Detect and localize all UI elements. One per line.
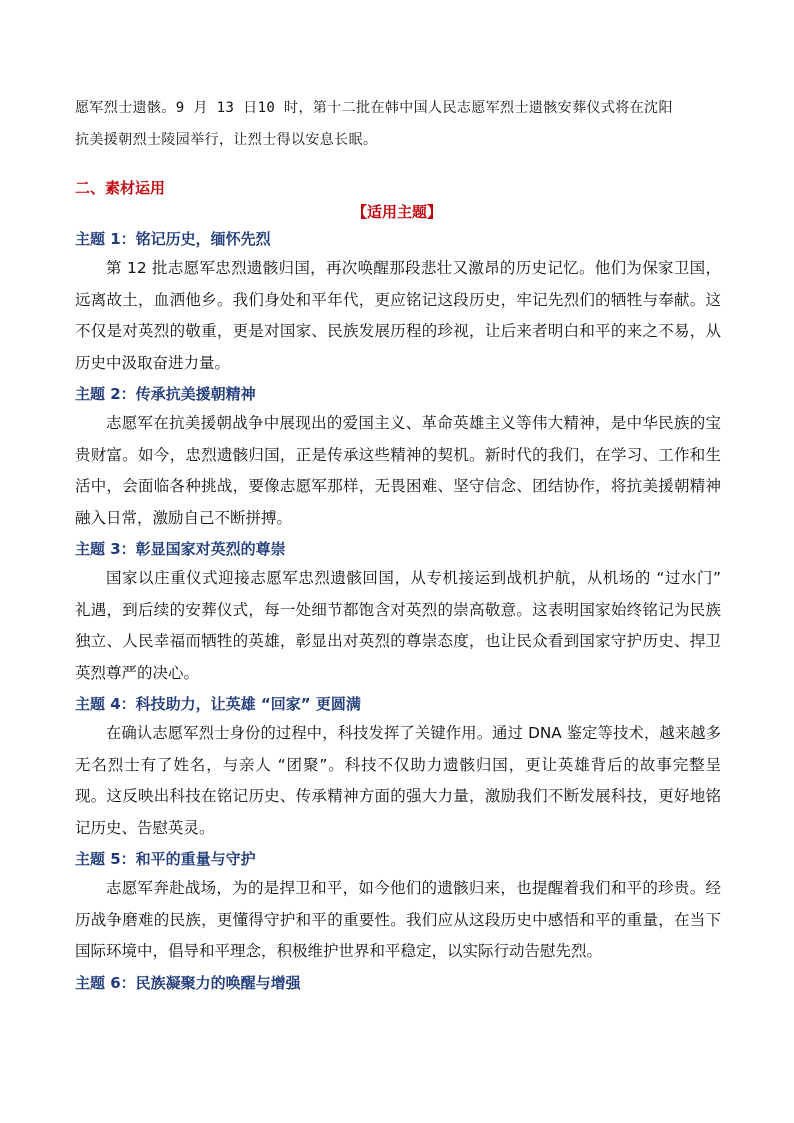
theme-5 xyxy=(75,848,721,968)
paragraph-line: 活中，会面临各种挑战，要像志愿军那样，无畏困难、坚守信念、团结协作，将抗美援朝精神 xyxy=(75,477,721,495)
theme-6 xyxy=(75,972,721,994)
paragraph-line: 独立、人民幸福而牺牲的英雄，彰显出对英烈的尊崇态度，也让民众看到国家守护历史、捍卫 xyxy=(75,632,721,650)
paragraph-line: 国际环境中，倡导和平理念，积极维护世界和平稳定，以实际行动告慰先烈。 xyxy=(75,942,603,960)
paragraph-line: 历战争磨难的民族，更懂得守护和平的重要性。我们应从这段历史中感悟和平的重量，在当下 xyxy=(75,910,721,929)
theme-title: 主题 5：和平的重量与守护 xyxy=(75,850,256,868)
section-subtitle: 【适用主题】 xyxy=(351,203,442,221)
theme-paragraph xyxy=(75,253,721,379)
paragraph-line: 现。这反映出科技在铭记历史、传承精神方面的强大力量，激励我们不断发展科技，更好地铭 xyxy=(75,787,721,805)
theme-title: 主题 6：民族凝聚力的唤醒与增强 xyxy=(75,973,301,992)
theme-paragraph xyxy=(75,718,721,844)
paragraph-line: 记历史、告慰英灵。 xyxy=(75,818,215,837)
paragraph-line: 在确认志愿军烈士身份的过程中，科技发挥了关键作用。通过 DNA 鉴定等技术，越来越多 xyxy=(106,724,721,742)
paragraph-line: 志愿军在抗美援朝战争中展现出的爱国主义、革命英雄主义等伟大精神，是中华民族的宝 xyxy=(106,414,721,432)
paragraph-line: 无名烈士有了姓名，与亲人 “团聚”。科技不仅助力遗骸归国，更让英雄背后的故事完整呈 xyxy=(75,755,721,774)
theme-2 xyxy=(75,383,721,534)
paragraph-line: 第 12 批志愿军忠烈遗骸归国，再次唤醒那段悲壮又激昂的历史记忆。他们为保家卫国， xyxy=(106,259,721,277)
paragraph-line: 英烈尊严的决心。 xyxy=(75,663,200,682)
paragraph-line: 国家以庄重仪式迎接志愿军忠烈遗骸回国，从专机接运到战机护航，从机场的 “过水门” xyxy=(106,569,721,587)
paragraph-line: 融入日常，激励自己不断拼搏。 xyxy=(75,508,293,527)
theme-paragraph xyxy=(75,408,721,534)
theme-1 xyxy=(75,228,721,379)
intro-paragraph xyxy=(75,92,720,156)
theme-paragraph xyxy=(75,873,721,968)
theme-title: 主题 3：彰显国家对英烈的尊崇 xyxy=(75,540,286,558)
theme-4 xyxy=(75,693,721,844)
intro-line: 抗美援朝烈士陵园举行，让烈士得以安息长眠。 xyxy=(75,132,378,148)
paragraph-line: 志愿军奔赴战场，为的是捍卫和平，如今他们的遗骸归来，也提醒着我们和平的珍贵。经 xyxy=(106,879,721,897)
theme-title: 主题 4：科技助力，让英雄 “回家” 更圆满 xyxy=(75,695,361,713)
paragraph-line: 不仅是对英烈的敬重，更是对国家、民族发展历程的珍视，让后来者明白和平的来之不易，从 xyxy=(75,322,721,340)
paragraph-line: 远离故土，血洒他乡。我们身处和平年代，更应铭记这段历史，牢记先烈们的牺牲与奉献。这 xyxy=(75,290,721,309)
paragraph-line: 贵财富。如今，忠烈遗骸归国，正是传承这些精神的契机。新时代的我们，在学习、工作和生 xyxy=(75,445,721,464)
theme-title: 主题 1：铭记历史，缅怀先烈 xyxy=(75,230,271,248)
section-title: 二、素材运用 xyxy=(75,179,166,197)
theme-3 xyxy=(75,538,721,689)
paragraph-line: 礼遇，到后续的安葬仪式，每一处细节都饱含对英烈的崇高敬意。这表明国家始终铭记为民族 xyxy=(75,600,721,619)
paragraph-line: 历史中汲取奋进力量。 xyxy=(75,353,231,372)
theme-title: 主题 2：传承抗美援朝精神 xyxy=(75,385,256,403)
intro-line: 愿军烈士遗骸。9 月 13 日10 时，第十二批在韩中国人民志愿军烈士遗骸安葬仪式将在沈阳 xyxy=(75,100,673,116)
theme-list xyxy=(75,228,721,997)
theme-paragraph xyxy=(75,563,721,689)
